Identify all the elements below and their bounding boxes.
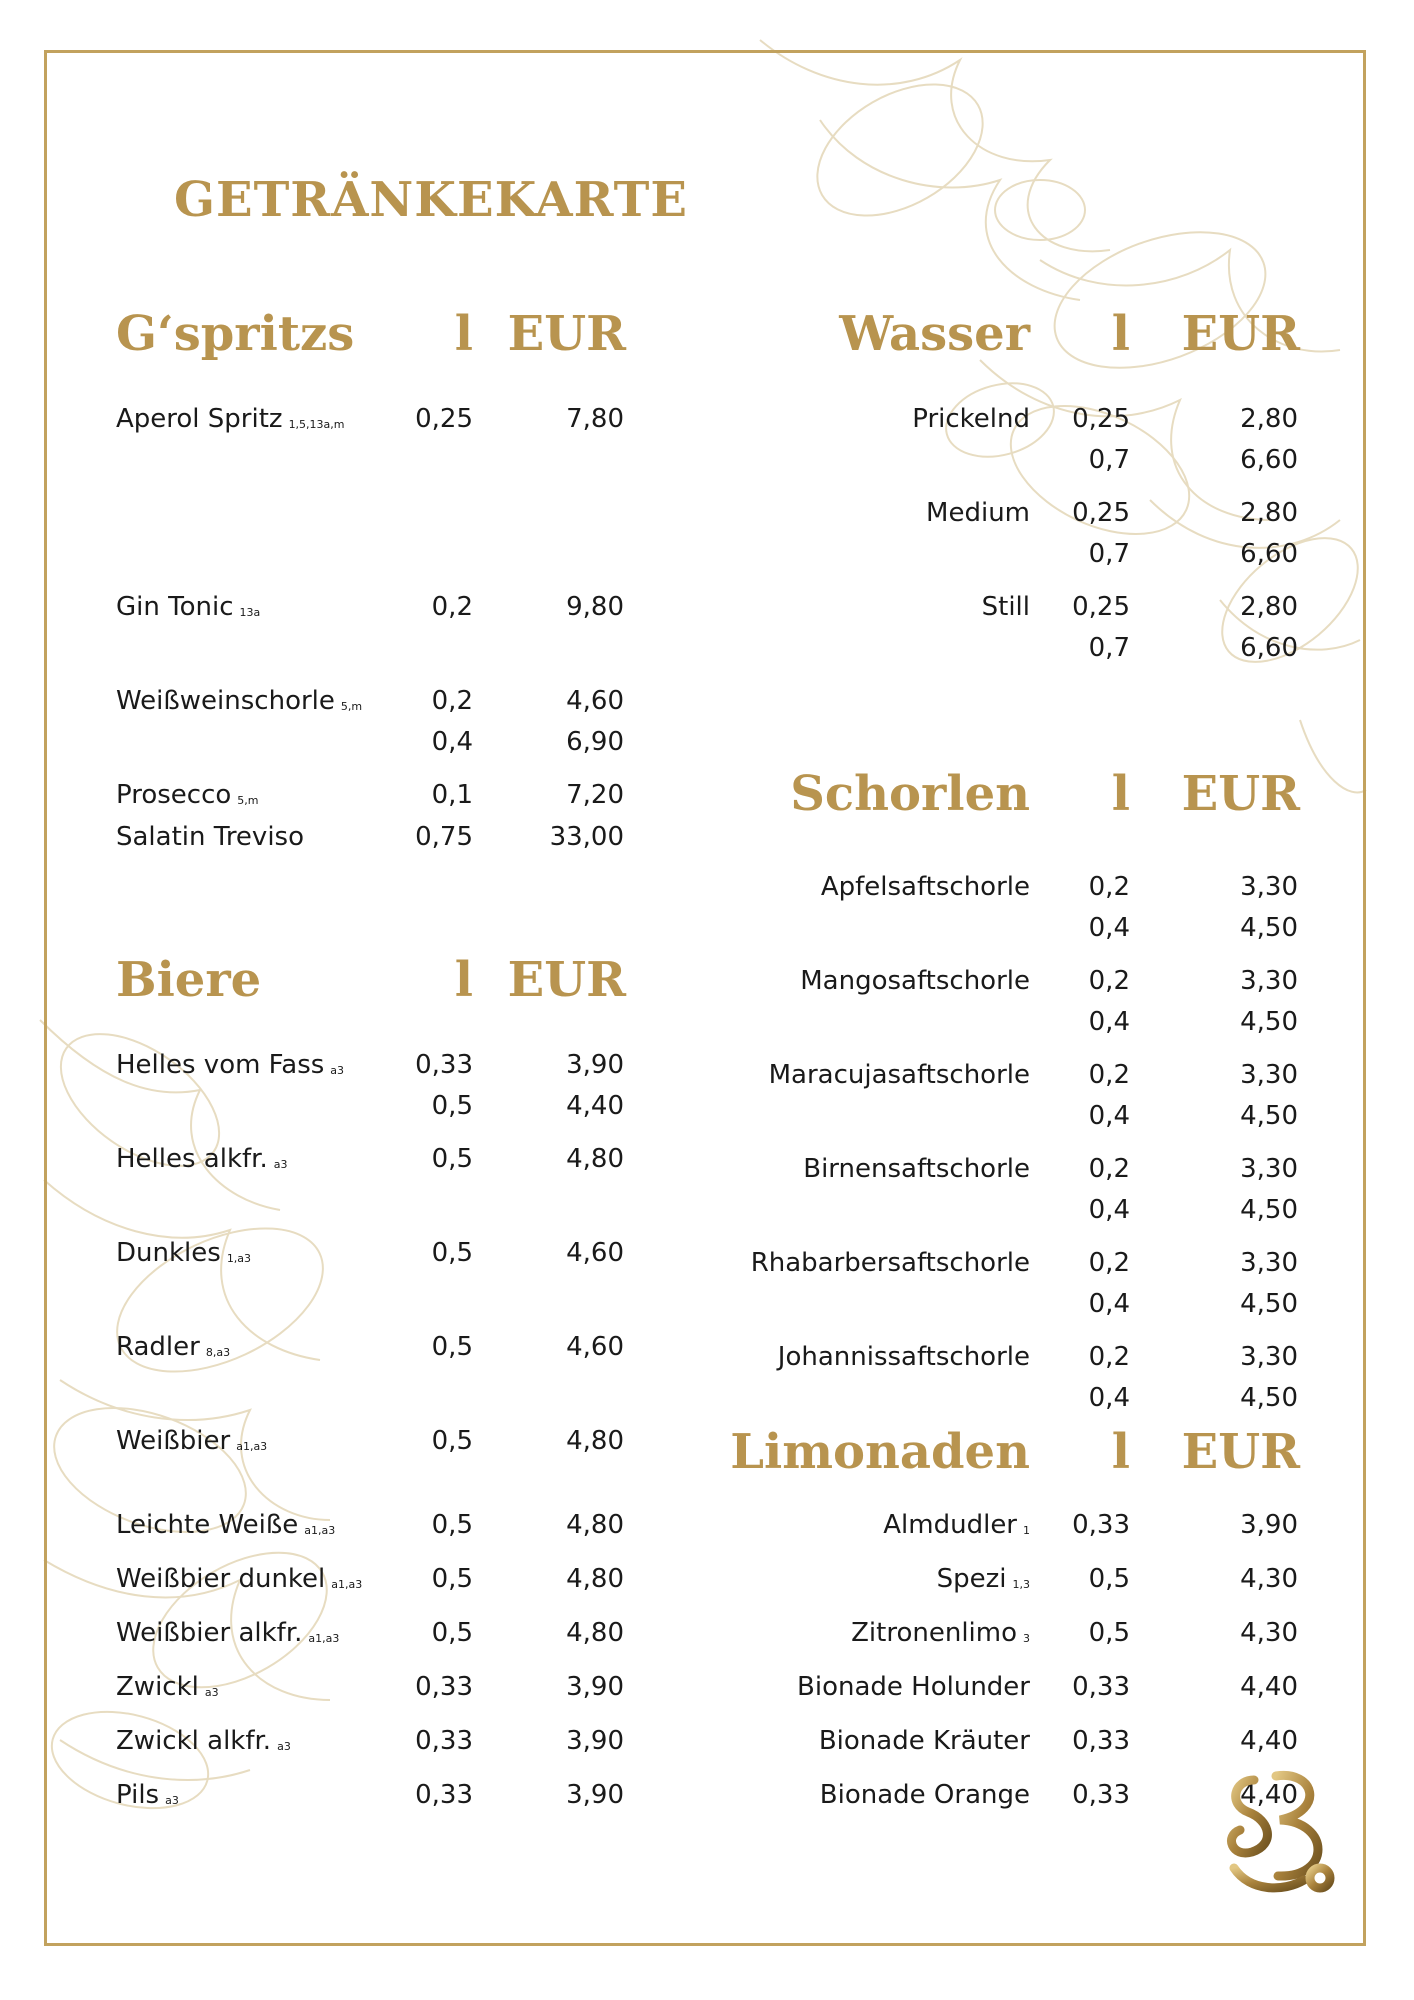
currency-header: EUR <box>507 952 626 1008</box>
allergen-note: 1,a3 <box>226 1252 252 1265</box>
item-name <box>116 1672 219 1708</box>
item-size: 0,4 <box>1088 1101 1130 1131</box>
item-size: 0,33 <box>1072 1510 1130 1540</box>
item-name <box>116 1618 339 1654</box>
item-name-text: Zwickl alkfr. <box>116 1726 272 1756</box>
allergen-note: 13a <box>239 606 261 619</box>
item-size: 0,33 <box>415 1050 473 1080</box>
item-price: 3,30 <box>1240 1342 1298 1372</box>
item-price: 4,40 <box>1240 1672 1298 1702</box>
item-name-text: Johannissaftschorle <box>777 1342 1030 1372</box>
item-name <box>640 1618 1030 1654</box>
item-size: 0,5 <box>431 1238 473 1268</box>
allergen-note: 5,m <box>340 700 363 713</box>
item-price: 7,20 <box>566 780 624 810</box>
item-price: 4,80 <box>566 1426 624 1456</box>
allergen-note: 3 <box>1023 1632 1030 1645</box>
currency-header: EUR <box>1181 1424 1300 1480</box>
item-size: 0,33 <box>1072 1780 1130 1810</box>
item-name <box>640 592 1030 622</box>
item-name-text: Spezi <box>936 1564 1007 1594</box>
item-name <box>116 686 362 722</box>
item-size: 0,33 <box>415 1672 473 1702</box>
allergen-note: a1,a3 <box>331 1578 363 1591</box>
item-price: 4,60 <box>566 686 624 716</box>
item-price: 4,40 <box>1240 1780 1298 1810</box>
item-price: 4,50 <box>1240 1195 1298 1225</box>
item-name-text: Weißbier dunkel <box>116 1564 326 1594</box>
unit-header: l <box>1111 1424 1130 1480</box>
item-size: 0,2 <box>1088 1060 1130 1090</box>
item-name <box>640 1564 1030 1600</box>
item-name-text: Leichte Weiße <box>116 1510 299 1540</box>
item-name-text: Mangosaftschorle <box>800 966 1030 996</box>
item-size: 0,25 <box>1072 592 1130 622</box>
item-size: 0,5 <box>431 1091 473 1121</box>
unit-header: l <box>1111 766 1130 822</box>
item-name <box>640 1154 1030 1184</box>
item-price: 3,90 <box>566 1050 624 1080</box>
item-size: 0,33 <box>1072 1726 1130 1756</box>
item-price: 6,60 <box>1240 633 1298 663</box>
unit-header: l <box>1111 306 1130 362</box>
item-price: 6,90 <box>566 727 624 757</box>
item-name-text: Weißbier alkfr. <box>116 1618 303 1648</box>
item-size: 0,2 <box>1088 872 1130 902</box>
item-price: 3,30 <box>1240 1060 1298 1090</box>
allergen-note: a3 <box>330 1064 345 1077</box>
item-size: 0,4 <box>1088 913 1130 943</box>
item-name-text: Zitronenlimo <box>851 1618 1017 1648</box>
item-size: 0,5 <box>431 1332 473 1362</box>
item-name <box>640 1248 1030 1278</box>
item-name <box>116 1144 287 1180</box>
item-name-text: Maracujasaftschorle <box>768 1060 1030 1090</box>
item-price: 4,50 <box>1240 1289 1298 1319</box>
item-size: 0,25 <box>415 404 473 434</box>
menu-title: GETRÄNKEKARTE <box>174 172 688 228</box>
item-name <box>640 1510 1030 1546</box>
item-size: 0,33 <box>415 1726 473 1756</box>
item-name-text: Medium <box>926 498 1030 528</box>
item-price: 6,60 <box>1240 539 1298 569</box>
item-name-text: Aperol Spritz <box>116 404 283 434</box>
item-name <box>116 1426 267 1462</box>
allergen-note: a1,a3 <box>304 1524 336 1537</box>
section-title: Schorlen <box>790 766 1030 822</box>
section-title: Wasser <box>839 306 1030 362</box>
item-name <box>116 404 345 440</box>
item-name <box>116 1332 230 1368</box>
item-size: 0,2 <box>1088 1154 1130 1184</box>
currency-header: EUR <box>1181 766 1300 822</box>
item-size: 0,4 <box>1088 1195 1130 1225</box>
item-size: 0,4 <box>431 727 473 757</box>
allergen-note: a3 <box>165 1794 179 1807</box>
item-size: 0,5 <box>1088 1618 1130 1648</box>
item-name-text: Pils <box>116 1780 160 1810</box>
item-name-text: Prickelnd <box>912 404 1030 434</box>
item-size: 0,4 <box>1088 1289 1130 1319</box>
item-name-text: Apfelsaftschorle <box>820 872 1030 902</box>
item-price: 3,30 <box>1240 872 1298 902</box>
item-name-text: Zwickl <box>116 1672 199 1702</box>
item-name <box>116 1238 251 1274</box>
item-name-text: Bionade Kräuter <box>818 1726 1030 1756</box>
unit-header: l <box>454 306 473 362</box>
item-name <box>116 1564 362 1600</box>
item-price: 4,60 <box>566 1238 624 1268</box>
item-size: 0,25 <box>1072 498 1130 528</box>
currency-header: EUR <box>1181 306 1300 362</box>
item-price: 3,30 <box>1240 1248 1298 1278</box>
item-name <box>116 1510 335 1546</box>
item-size: 0,2 <box>431 592 473 622</box>
item-name <box>640 1060 1030 1090</box>
unit-header: l <box>454 952 473 1008</box>
item-name-text: Prosecco <box>116 780 232 810</box>
item-name <box>116 1780 179 1816</box>
allergen-note: a3 <box>273 1158 288 1171</box>
item-price: 33,00 <box>549 822 624 852</box>
section-title: G‘spritzs <box>116 306 355 362</box>
item-name-text: Still <box>981 592 1030 622</box>
item-name-text: Dunkles <box>116 1238 221 1268</box>
item-price: 3,30 <box>1240 966 1298 996</box>
item-name <box>640 404 1030 434</box>
item-name <box>640 498 1030 528</box>
item-size: 0,4 <box>1088 1007 1130 1037</box>
section-title: Limonaden <box>730 1424 1030 1480</box>
item-name-text: Bionade Orange <box>819 1780 1030 1810</box>
item-size: 0,5 <box>431 1510 473 1540</box>
item-size: 0,5 <box>431 1618 473 1648</box>
item-price: 4,80 <box>566 1618 624 1648</box>
item-size: 0,4 <box>1088 1383 1130 1413</box>
item-name-text: Helles alkfr. <box>116 1144 268 1174</box>
item-name <box>640 1672 1030 1702</box>
item-name <box>116 780 259 816</box>
item-size: 0,7 <box>1088 633 1130 663</box>
item-price: 3,90 <box>566 1780 624 1810</box>
item-size: 0,5 <box>431 1144 473 1174</box>
item-name-text: Weißweinschorle <box>116 686 335 716</box>
item-name <box>640 966 1030 996</box>
item-size: 0,2 <box>1088 966 1130 996</box>
item-price: 3,90 <box>566 1672 624 1702</box>
item-price: 3,90 <box>566 1726 624 1756</box>
item-size: 0,1 <box>431 780 473 810</box>
item-name-text: Weißbier <box>116 1426 231 1456</box>
item-price: 4,30 <box>1240 1564 1298 1594</box>
currency-header: EUR <box>507 306 626 362</box>
item-name-text: Bionade Holunder <box>797 1672 1030 1702</box>
item-price: 3,90 <box>1240 1510 1298 1540</box>
allergen-note: a1,a3 <box>236 1440 268 1453</box>
item-price: 2,80 <box>1240 404 1298 434</box>
item-size: 0,33 <box>415 1780 473 1810</box>
item-price: 4,50 <box>1240 1383 1298 1413</box>
item-size: 0,7 <box>1088 445 1130 475</box>
item-size: 0,5 <box>431 1426 473 1456</box>
item-price: 2,80 <box>1240 592 1298 622</box>
item-price: 7,80 <box>566 404 624 434</box>
item-size: 0,33 <box>1072 1672 1130 1702</box>
item-name-text: Salatin Treviso <box>116 822 304 852</box>
item-price: 6,60 <box>1240 445 1298 475</box>
allergen-note: 1,5,13a,m <box>288 418 345 431</box>
item-size: 0,2 <box>431 686 473 716</box>
item-price: 4,60 <box>566 1332 624 1362</box>
item-name-text: Rhabarbersaftschorle <box>750 1248 1030 1278</box>
item-name <box>640 1780 1030 1810</box>
item-size: 0,2 <box>1088 1342 1130 1372</box>
item-size: 0,25 <box>1072 404 1130 434</box>
allergen-note: 1 <box>1023 1524 1030 1537</box>
item-name-text: Helles vom Fass <box>116 1050 325 1080</box>
item-name <box>640 872 1030 902</box>
item-price: 3,30 <box>1240 1154 1298 1184</box>
item-name <box>116 822 304 852</box>
item-price: 4,40 <box>1240 1726 1298 1756</box>
item-size: 0,75 <box>415 822 473 852</box>
item-name <box>640 1342 1030 1372</box>
item-price: 2,80 <box>1240 498 1298 528</box>
item-price: 4,80 <box>566 1564 624 1594</box>
item-size: 0,7 <box>1088 539 1130 569</box>
allergen-note: 8,a3 <box>205 1346 231 1359</box>
item-size: 0,2 <box>1088 1248 1130 1278</box>
item-name <box>116 1050 344 1086</box>
allergen-note: 1,3 <box>1012 1578 1030 1591</box>
item-price: 4,50 <box>1240 913 1298 943</box>
item-name <box>640 1726 1030 1756</box>
item-name-text: Radler <box>116 1332 200 1362</box>
item-price: 4,50 <box>1240 1007 1298 1037</box>
sb-monogram-icon <box>1214 1760 1350 1900</box>
allergen-note: a3 <box>204 1686 219 1699</box>
item-price: 4,30 <box>1240 1618 1298 1648</box>
item-price: 4,50 <box>1240 1101 1298 1131</box>
item-size: 0,5 <box>431 1564 473 1594</box>
allergen-note: a1,a3 <box>308 1632 340 1645</box>
item-name-text: Gin Tonic <box>116 592 234 622</box>
item-name-text: Birnensaftschorle <box>803 1154 1030 1184</box>
item-price: 4,80 <box>566 1510 624 1540</box>
item-size: 0,5 <box>1088 1564 1130 1594</box>
allergen-note: 5,m <box>237 794 259 807</box>
item-name <box>116 1726 291 1762</box>
item-price: 4,80 <box>566 1144 624 1174</box>
section-title: Biere <box>116 952 262 1008</box>
item-price: 9,80 <box>566 592 624 622</box>
allergen-note: a3 <box>277 1740 291 1753</box>
item-price: 4,40 <box>566 1091 624 1121</box>
item-name <box>116 592 260 628</box>
item-name-text: Almdudler <box>883 1510 1017 1540</box>
